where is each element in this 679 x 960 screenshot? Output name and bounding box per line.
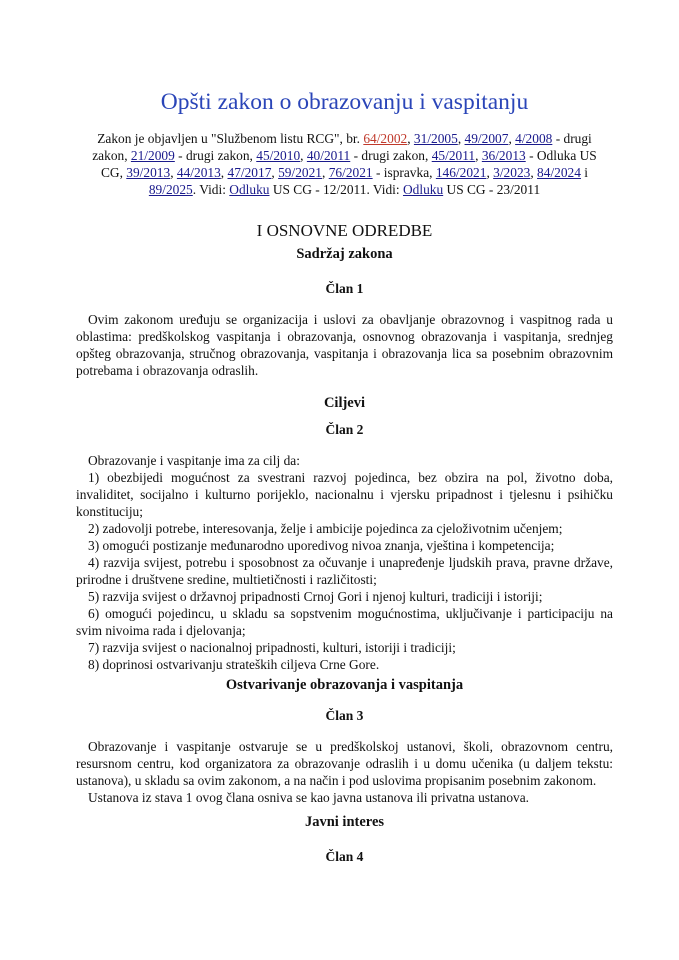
gazette-link[interactable]: 4/2008 [515, 131, 553, 146]
preamble-text: - drugi zakon, [92, 131, 592, 163]
gazette-link[interactable]: 47/2017 [227, 165, 272, 180]
paragraph: Obrazovanje i vaspitanje ostvaruje se u predškolskoj ustanovi, školi, obrazovnom centru, resursnom centru, kod organizatora za obrazovanje odraslih i u domu učenika (u daljem tekstu: ustanova), u skladu sa ovim zakonom, a na način i pod uslovima propisanim posebnim zakonom. [76, 739, 613, 788]
gazette-link[interactable]: 49/2007 [464, 131, 509, 146]
article-3-body [76, 738, 613, 806]
gazette-link[interactable]: 31/2005 [413, 131, 458, 146]
gazette-link[interactable]: 3/2023 [493, 165, 531, 180]
preamble-text: - Odluka US CG, [100, 148, 597, 180]
preamble-text: . Vidi: [192, 182, 230, 197]
paragraph: 5) razvija svijest o državnoj pripadnosti Crnoj Gori i njenoj kulturi, tradiciji i istoriji; [88, 589, 543, 604]
heading-ostvarivanje: Ostvarivanje obrazovanja i vaspitanja [225, 677, 464, 693]
preamble-text: - drugi zakon, [350, 148, 432, 163]
preamble-text: , [530, 165, 538, 180]
preamble-text: , [300, 148, 307, 163]
section-heading: I OSNOVNE ODREDBE [256, 221, 433, 240]
preamble-text: i [580, 165, 589, 180]
preamble-text: , [322, 165, 329, 180]
article-2-label: Član 2 [325, 422, 364, 437]
gazette-link[interactable]: 64/2002 [363, 131, 408, 146]
preamble-text: , [407, 131, 414, 146]
preamble-text: - drugi zakon, [174, 148, 257, 163]
preamble-text: , [486, 165, 494, 180]
publication-note [76, 130, 613, 198]
paragraph: 2) zadovolji potrebe, interesovanja, želje i ambicije pojedinca za cjeloživotnim učenjem; [88, 521, 563, 536]
gazette-link[interactable]: 36/2013 [481, 148, 526, 163]
article-3-label: Član 3 [325, 708, 364, 723]
preamble-text: US CG - 12/2011. Vidi: [269, 182, 403, 197]
article-1-body [76, 311, 613, 379]
gazette-link[interactable]: 45/2011 [431, 148, 476, 163]
paragraph: 8) doprinosi ostvarivanju strateških ciljeva Crne Gore. [88, 657, 380, 672]
paragraph: 7) razvija svijest o nacionalnoj pripadnosti, kulturi, istoriji i tradiciji; [88, 640, 456, 655]
heading-ciljevi: Ciljevi [323, 395, 366, 411]
paragraph: Ustanova iz stava 1 ovog člana osniva se kao javna ustanova ili privatna ustanova. [88, 790, 530, 805]
gazette-link[interactable]: Odluku [402, 182, 444, 197]
heading-javni-interes: Javni interes [304, 814, 385, 830]
preamble-text: , [271, 165, 279, 180]
preamble-text: - ispravka, [372, 165, 436, 180]
preamble-text: US CG - 23/2011 [443, 182, 541, 197]
gazette-link[interactable]: 146/2021 [435, 165, 487, 180]
gazette-link[interactable]: 44/2013 [176, 165, 221, 180]
gazette-link[interactable]: Odluku [229, 182, 270, 197]
gazette-link[interactable]: 84/2024 [537, 165, 581, 180]
gazette-link[interactable]: 39/2013 [126, 165, 171, 180]
preamble-text: , [170, 165, 177, 180]
article-1-label: Član 1 [325, 281, 364, 296]
preamble-text: , [220, 165, 228, 180]
heading-sadrzaj: Sadržaj zakona [296, 246, 393, 262]
preamble-text: Zakon je objavljen u "Službenom listu RCG", br. [97, 131, 364, 146]
article-4-label: Član 4 [325, 849, 364, 864]
document-title: Opšti zakon o obrazovanju i vaspitanju [160, 89, 529, 115]
gazette-link[interactable]: 45/2010 [256, 148, 301, 163]
gazette-link[interactable]: 59/2021 [278, 165, 323, 180]
paragraph: 1) obezbijedi mogućnost za svestrani razvoj pojedinca, bez obzira na pol, životno doba, invaliditet, socijalno i kulturno porijeklo, nacionalnu i vjersku pripadnost i tjelesnu i psihičku konstituciju; [76, 470, 613, 519]
preamble-text: , [457, 131, 465, 146]
gazette-link[interactable]: 76/2021 [328, 165, 373, 180]
paragraph: Ovim zakonom uređuju se organizacija i uslovi za obavljanje obrazovnog i vaspitnog rada u oblastima: predškolskog vaspitanja i obrazovanja, osnovnog obrazovanja i vaspitanja, srednjeg opšteg obrazovanja, stručnog obrazovanja, vaspitanja i obrazovanja lica sa posebnim obrazovnim potrebama i obrazovanja odraslih. [76, 312, 613, 378]
preamble-text: , [508, 131, 516, 146]
paragraph: 4) razvija svijest, potrebu i sposobnost za očuvanje i unapređenje ljudskih prava, pravne države, prirodne i društvene sredine, multietičnosti i različitosti; [76, 555, 613, 587]
paragraph: 6) omogući pojedincu, u skladu sa sopstvenim mogućnostima, uključivanje i participaciju na svim nivoima rada i djelovanja; [76, 606, 613, 638]
preamble-text: , [475, 148, 482, 163]
paragraph: Obrazovanje i vaspitanje ima za cilj da: [88, 453, 300, 468]
article-2-body [76, 452, 613, 673]
paragraph: 3) omogući postizanje međunarodno uporedivog nivoa znanja, vještina i kompetencija; [88, 538, 555, 553]
gazette-link[interactable]: 21/2009 [130, 148, 175, 163]
gazette-link[interactable]: 40/2011 [306, 148, 351, 163]
gazette-link[interactable]: 89/2025 [148, 182, 193, 197]
